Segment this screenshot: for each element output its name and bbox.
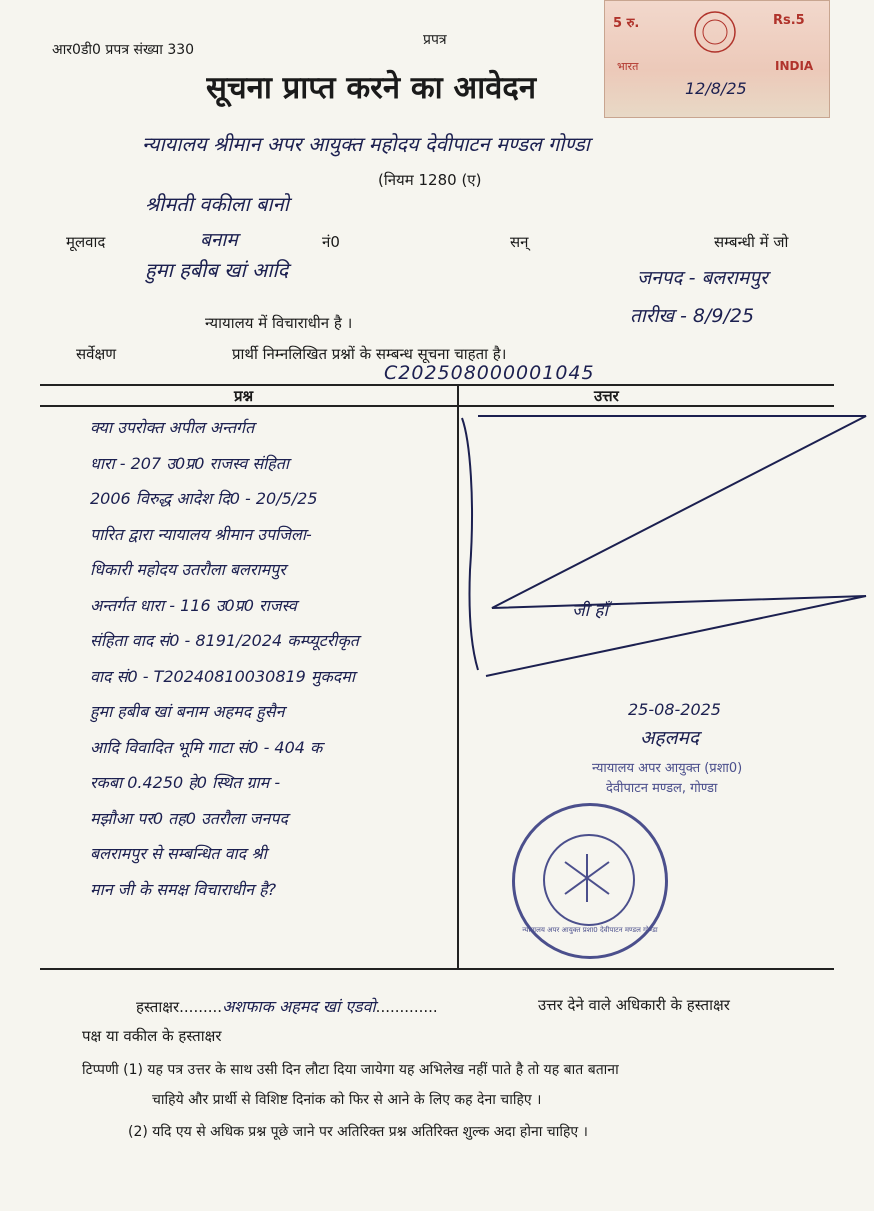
versus-text: बनाम — [200, 229, 238, 251]
page-title: सूचना प्राप्त करने का आवेदन — [206, 70, 537, 106]
stamp-bharat: भारत — [617, 60, 639, 73]
form-number: आर0डी0 प्रपत्र संख्या 330 — [52, 42, 195, 58]
question-line: धारा - 207 उ0प्र0 राजस्व संहिता — [90, 453, 290, 473]
rule-reference: (नियम 1280 (ए) — [378, 171, 482, 189]
note-2: (2) यदि एय से अधिक प्रश्न पूछे जाने पर अतिरिक्त प्रश्न अतिरिक्त शुल्क अदा होना चाहिए । — [128, 1124, 588, 1140]
answer-note: जी हाँ — [572, 601, 608, 621]
signature-dots: ......... — [179, 998, 223, 1016]
hearing-date: तारीख - 8/9/25 — [630, 305, 755, 327]
stamp-value-right: Rs.5 — [773, 13, 805, 28]
question-line: हुमा हबीब खां बनाम अहमद हुसैन — [90, 702, 285, 721]
district: जनपद - बलरामपुर — [637, 267, 768, 289]
reference-number: C202508000001045 — [384, 362, 595, 384]
survey-label: सर्वेक्षण — [76, 345, 117, 363]
signature-handwritten: अशफाक अहमद खां एडवो — [222, 997, 376, 1016]
seal-text: न्यायालय अपर आयुक्त प्रशा0 देवीपाटन मण्डल गोण्डा — [522, 926, 658, 934]
court-stamp-line1: न्यायालय अपर आयुक्त (प्रशा0) — [592, 761, 743, 776]
signature-label — [136, 995, 438, 1017]
request-text: प्रार्थी निम्नलिखित प्रश्नों के सम्बन्ध सूचना चाहता है। — [232, 345, 507, 363]
officer-handwritten: अहलमद — [640, 727, 699, 749]
stamp-annotation: 12/8/25 — [685, 79, 747, 98]
question-line: अन्तर्गत धारा - 116 उ0प्र0 राजस्व — [90, 595, 297, 615]
answer-date: 25-08-2025 — [628, 700, 721, 719]
question-line: पारित द्वारा न्यायालय श्रीमान उपजिला- — [90, 524, 312, 544]
column-header-question: प्रश्न — [234, 387, 254, 405]
question-line: संहिता वाद सं0 - 8191/2024 कम्प्यूटरीकृत — [90, 631, 359, 650]
number-label: नं0 — [322, 233, 340, 251]
note-1-line-2: चाहिये और प्रार्थी से विशिष्ट दिनांक को फिर से आने के लिए कह देना चाहिए । — [152, 1092, 542, 1108]
court-name: न्यायालय श्रीमान अपर आयुक्त महोदय देवीपाटन मण्डल गोण्डा — [142, 132, 590, 156]
party-signature-label: पक्ष या वकील के हस्ताक्षर — [82, 1027, 222, 1045]
question-line: वाद सं0 - T20240810030819 मुकदमा — [90, 666, 356, 686]
question-line: रकबा 0.4250 हे0 स्थित ग्राम - — [90, 773, 281, 792]
form-label: प्रपत्र — [423, 32, 447, 48]
year-label: सन् — [510, 233, 529, 251]
court-seal — [512, 803, 668, 959]
signature-dots-end: ............. — [375, 998, 438, 1016]
pending-text: न्यायालय में विचाराधीन है । — [205, 314, 353, 332]
seal-emblem-icon — [557, 848, 617, 908]
plaintiff-label: मूलवाद — [66, 233, 106, 251]
stamp-emblem-icon — [685, 7, 745, 57]
question-line: 2006 विरुद्ध आदेश दि0 - 20/5/25 — [90, 489, 318, 508]
question-line: आदि विवादित भूमि गाटा सं0 - 404 क — [90, 737, 323, 757]
court-stamp-line2: देवीपाटन मण्डल, गोण्डा — [606, 781, 718, 796]
officer-signature-label: उत्तर देने वाले अधिकारी के हस्ताक्षर — [538, 996, 730, 1014]
column-header-answer: उत्तर — [594, 387, 619, 405]
stamp-value-left: 5 रु. — [613, 16, 640, 31]
question-line: धिकारी महोदय उतरौला बलरामपुर — [90, 560, 286, 579]
stamp-india: INDIA — [775, 59, 814, 73]
note-1-line-1: टिप्पणी (1) यह पत्र उत्तर के साथ उसी दिन लौटा दिया जायेगा यह अभिलेख नहीं पाते है तो यह बात बताना — [82, 1062, 619, 1078]
related-label: सम्बन्धी में जो — [714, 233, 789, 251]
question-line: बलरामपुर से सम्बन्धित वाद श्री — [90, 844, 267, 863]
answer-strikeout — [0, 380, 874, 1080]
revenue-stamp — [604, 0, 830, 118]
question-line: मान जी के समक्ष विचाराधीन है? — [90, 879, 277, 899]
defendant-name: हुमा हबीब खां आदि — [145, 258, 289, 282]
question-line: क्या उपरोक्त अपील अन्तर्गत — [90, 418, 255, 437]
question-line: मझौआ पर0 तह0 उतरौला जनपद — [90, 808, 289, 828]
signature-label-text: हस्ताक्षर — [136, 998, 180, 1016]
applicant-name: श्रीमती वकीला बानो — [145, 192, 289, 216]
